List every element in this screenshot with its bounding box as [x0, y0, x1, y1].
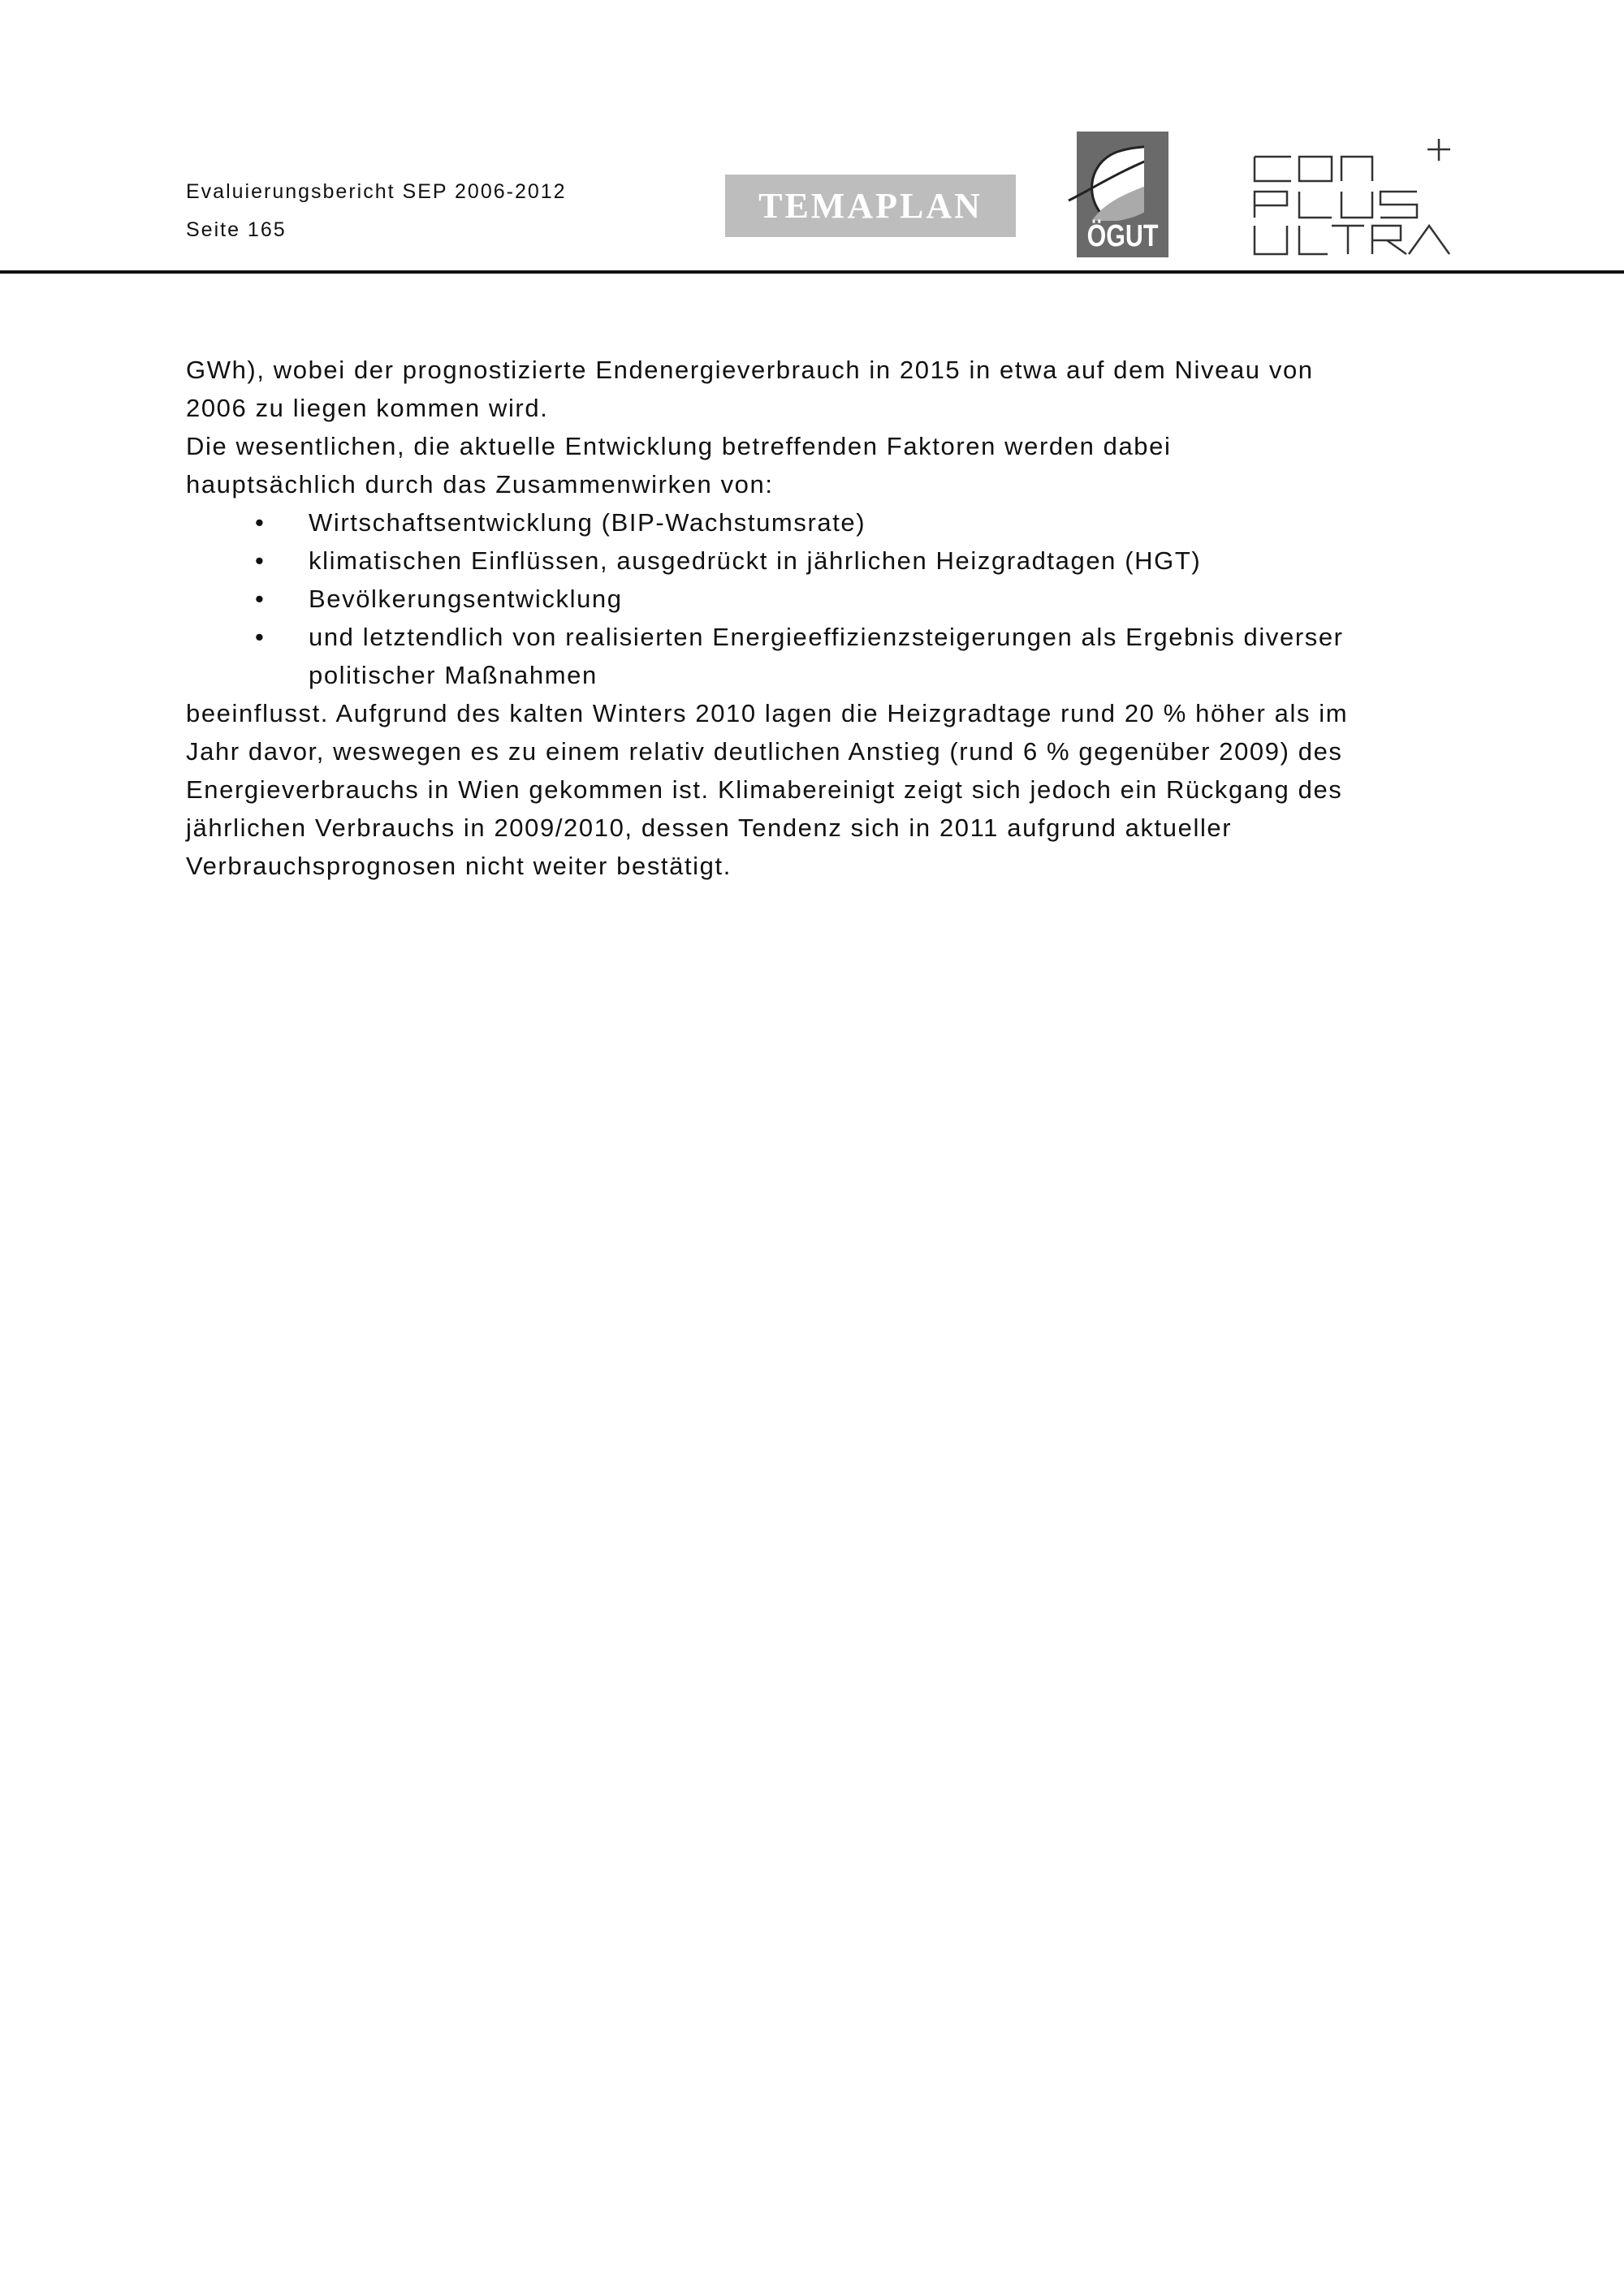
list-item-text: Bevölkerungsentwicklung [309, 585, 623, 613]
ogut-logo [1077, 132, 1168, 257]
ogut-logo-text: ÖGUT [1086, 219, 1159, 253]
bullet-icon: • [255, 508, 266, 537]
list-item [186, 618, 1501, 656]
list-item [186, 542, 1501, 580]
leaf-icon [1052, 132, 1144, 221]
list-item [186, 580, 1501, 618]
body-text [186, 351, 1501, 885]
list-item-continuation [186, 656, 1501, 694]
list-item-text: und letztendlich von realisierten Energieeffizienzsteigerungen als Ergebnis diverser [309, 623, 1344, 651]
con-plus-ultra-logo [1250, 136, 1453, 260]
list-item [186, 503, 1501, 542]
report-title: Evaluierungsbericht SEP 2006-2012 [186, 180, 567, 203]
temaplan-logo-text: TEMAPLAN [758, 186, 983, 226]
header-divider [0, 270, 1624, 274]
bullet-icon: • [255, 623, 266, 651]
paragraph-line: Verbrauchsprognosen nicht weiter bestätigt. [186, 852, 732, 880]
paragraph-line: beeinflusst. Aufgrund des kalten Winters 2010 lagen die Heizgradtage rund 20 % höher als im [186, 699, 1349, 727]
paragraph-line: GWh), wobei der prognostizierte Endenergieverbrauch in 2015 in etwa auf dem Niveau von [186, 356, 1314, 384]
paragraph-line: jährlichen Verbrauchs in 2009/2010, dessen Tendenz sich in 2011 aufgrund aktueller [186, 814, 1233, 842]
paragraph-line: 2006 zu liegen kommen wird. [186, 394, 549, 422]
list-item-text: klimatischen Einflüssen, ausgedrückt in jährlichen Heizgradtagen (HGT) [309, 546, 1202, 575]
paragraph-line: Energieverbrauchs in Wien gekommen ist. Klimabereinigt zeigt sich jedoch ein Rückgang des [186, 775, 1343, 804]
paragraph-line: Jahr davor, weswegen es zu einem relativ deutlichen Anstieg (rund 6 % gegenüber 2009) des [186, 737, 1343, 766]
bullet-icon: • [255, 546, 266, 575]
list-item-text: politischer Maßnahmen [309, 661, 598, 689]
paragraph-line: hauptsächlich durch das Zusammenwirken von: [186, 470, 774, 498]
bullet-icon: • [255, 585, 266, 613]
list-item-text: Wirtschaftsentwicklung (BIP-Wachstumsrate) [309, 508, 866, 537]
paragraph-line: Die wesentlichen, die aktuelle Entwicklung betreffenden Faktoren werden dabei [186, 432, 1172, 460]
temaplan-logo [725, 175, 1016, 237]
page-number: Seite 165 [186, 218, 287, 241]
